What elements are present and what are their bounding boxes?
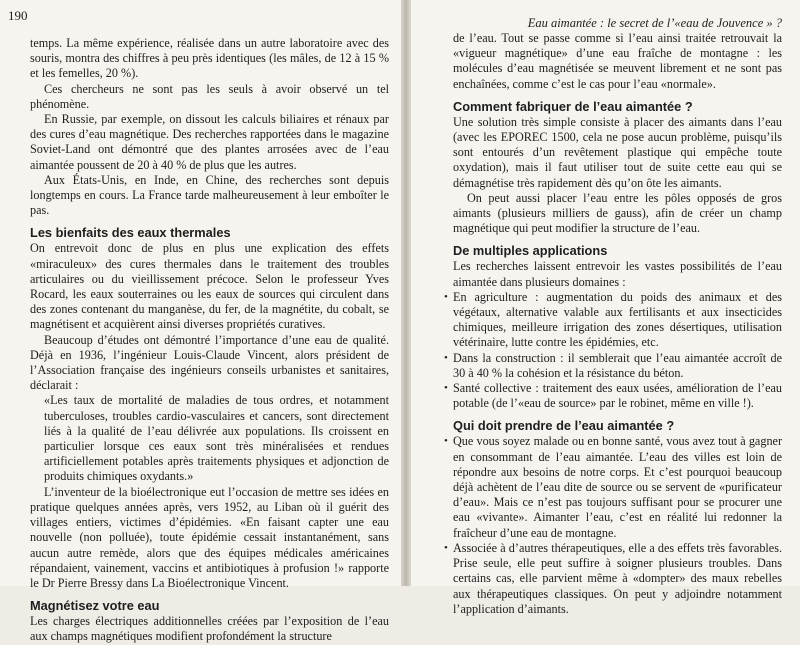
- list-item-text: Dans la construction : il semblerait que l’eau aimantée accroît de 30 à 40 % la cohésion et la résistance du béton.: [453, 350, 782, 380]
- bullet-icon: •: [444, 382, 448, 395]
- section-heading: Qui doit prendre de l’eau aimantée ?: [453, 418, 675, 434]
- right-page: [411, 0, 800, 616]
- list-item: [444, 381, 782, 411]
- running-head: Eau aimantée : le secret de l’«eau de Jouvence » ?: [527, 16, 782, 30]
- list-item-text: Santé collective : traitement des eaux usées, amélioration de l’eau potable (de l’«eau de source» par le robinet, même en ville !).: [453, 381, 782, 411]
- list-item-text: Associée à d’autres thérapeutiques, elle a des effets très favorables. Prise seule, elle peut suffire à soigner plusieurs troubles. Dans certains cas, elle parvient même à «dompter» des maux rebelles aux thérapeutiques classiques. On peut y adjoindre notamment l’application d’aimants.: [453, 540, 782, 616]
- section-heading: De multiples applications: [453, 243, 608, 259]
- bullet-icon: •: [444, 541, 448, 554]
- block-quote: «Les taux de mortalité de maladies de tous ordres, et notamment tuberculoses, troubles cardio-vasculaires et cancers, sont directement liés à la qualité de l’eau délivrée aux populations. Ils croissent en particulier lorsque ces eaux sont très minéralisées et rendues artificiellement potables après traitements physiques et adjonction de produits chimiques oxydants.»: [44, 393, 389, 484]
- paragraph: On entrevoit donc de plus en plus une explication des effets «miraculeux» des cures thermales dans le traitement des troubles articulaires ou du vieillissement précoce. Selon le professeur Yves Rocard, les eaux souterraines ou les eaux de sources qui circulent dans des zones contenant du manganèse, du fer, de la magnétite, du cobalt, se magnétisent et acquièrent ainsi diverses propriétés curatives.: [30, 241, 389, 332]
- paragraph: Une solution très simple consiste à placer des aimants dans l’eau (avec les EPOREC 1500, cela ne pose aucun problème, puisqu’ils sont entourés d’un revêtement plastique qui empêche toute oxydation), mais il faut utiliser tout de suite cette eau qui se démagnétise très rapidement dès qu’on ôte les aimants.: [453, 114, 782, 190]
- list-item: [444, 289, 782, 351]
- paragraph: temps. La même expérience, réalisée dans un autre laboratoire avec des souris, montra des chiffres à peu près identiques (les mâles, de 12 à 15 % et les femelles, 20 %).: [30, 36, 389, 81]
- paragraph: Ces chercheurs ne sont pas les seuls à avoir observé un tel phénomène.: [30, 81, 389, 111]
- page-number: 190: [8, 8, 28, 23]
- paragraph: Aux États-Unis, en Inde, en Chine, des recherches sont depuis longtemps en cours. La France tarde malheureusement à leur emboîter le pas.: [30, 172, 389, 218]
- bullet-icon: •: [444, 435, 448, 448]
- list-item-text: En agriculture : augmentation du poids des animaux et des végétaux, alternative valable aux fertilisants et aux insecticides chimiques, meilleure irrigation des zones désertiques, utilisation vétérinaire, lutte contre les épidémies, etc.: [453, 289, 782, 350]
- paragraph: En Russie, par exemple, on dissout les calculs biliaires et rénaux par des cures d’eau magnétique. Des recherches rapportées dans le magazine Soviet-Land ont démontré que des plantes arrosées avec de l’eau aimantée poussent de 20 à 40 % de plus que les autres.: [30, 112, 389, 172]
- section-heading: Comment fabriquer de l’eau aimantée ?: [453, 98, 693, 114]
- paragraph: L’inventeur de la bioélectronique eut l’occasion de mettre ses idées en pratique quelques années après, vers 1952, au Liban où il guérit des villages entiers, victimes d’épidémies. «En faisant capter une eau nouvelle (non polluée), toute épidémie cessait instantanément, sans aucun autre remède, alors que des équipes médicales américaines répandaient, vainement, vaccins et antibiotiques à profusion !» rapporte le Dr Pierre Bressy dans La Bioélectronique Vincent.: [30, 484, 389, 590]
- paragraph: de l’eau. Tout se passe comme si l’eau ainsi traitée retrouvait la «vigueur magnétique» d’une eau fraîche de montagne : les molécules d’eau magnétisée se meuvent librement et ne sont pas enchaînées, comme c’est le cas pour l’eau «normale».: [453, 31, 782, 91]
- list-item-text: Que vous soyez malade ou en bonne santé, vous avez tout à gagner en consommant de l’eau aimantée. L’eau des villes est loin de répondre aux besoins de notre corps. Et c’est pourquoi beaucoup déjà achètent de l’eau dite de source ou se servent de «purificateur d’eau». Mais ce n’est pas toujours suffisant pour se procurer une eau «vivante». Aimanter l’eau, c’est en réalité lui redonner la fraîcheur d’une eau de montagne.: [453, 434, 782, 540]
- paragraph: Les charges électriques additionnelles créées par l’exposition de l’eau aux champs magnétiques modifient profondément la structure: [30, 614, 389, 644]
- paragraph: Les recherches laissent entrevoir les vastes possibilités de l’eau aimantée dans plusieurs domaines :: [453, 259, 782, 289]
- section-heading: Magnétisez votre eau: [30, 598, 160, 614]
- book-gutter: [401, 0, 411, 586]
- paragraph: On peut aussi placer l’eau entre les pôles opposés de gros aimants (plusieurs milliers de gauss), afin de créer un champ magnétique qui peut modifier la structure de l’eau.: [453, 190, 782, 236]
- bullet-icon: •: [444, 351, 448, 364]
- bullet-list: [444, 434, 782, 616]
- list-item: [444, 434, 782, 540]
- section-heading: Les bienfaits des eaux thermales: [30, 225, 231, 241]
- list-item: [444, 540, 782, 617]
- list-item: [444, 350, 782, 381]
- paragraph: Beaucoup d’études ont démontré l’importance d’une eau de qualité. Déjà en 1936, l’ingénieur Louis-Claude Vincent, alors président de l’Association française des ingénieurs conseils urbanistes et sanitaires, déclarait :: [30, 332, 389, 393]
- bullet-list: [444, 289, 782, 412]
- bullet-icon: •: [444, 290, 448, 303]
